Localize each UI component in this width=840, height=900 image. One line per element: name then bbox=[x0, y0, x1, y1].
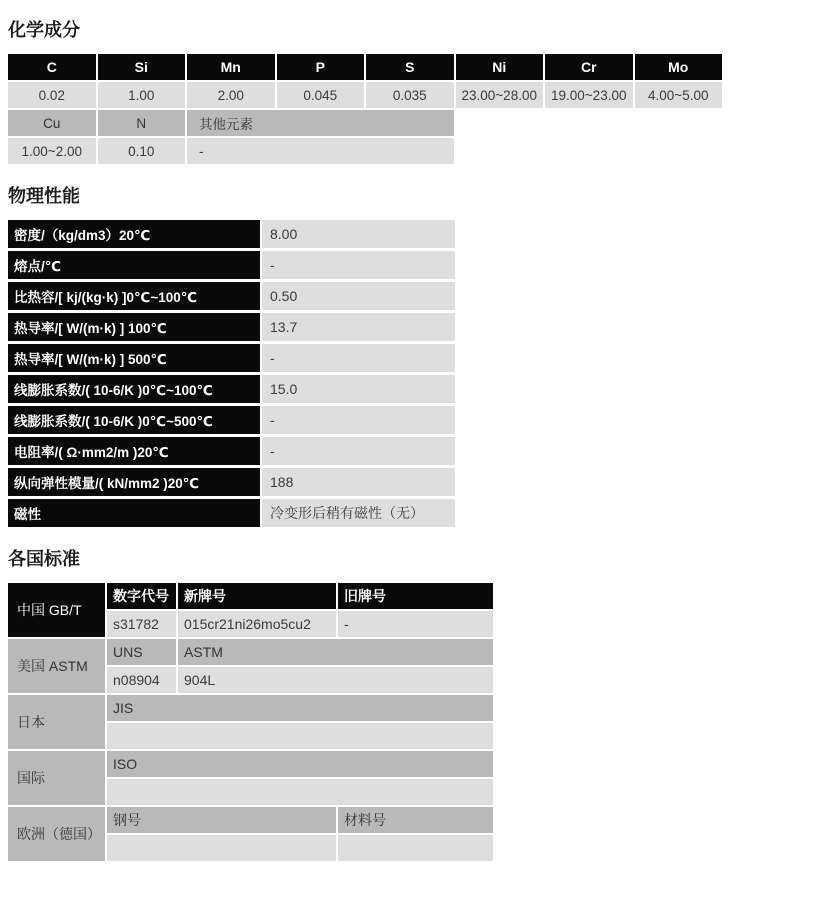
usa-uns-label: UNS bbox=[107, 639, 176, 665]
country-cell-china: 中国 GB/T bbox=[8, 583, 105, 637]
chem-value-c: 0.02 bbox=[8, 82, 96, 108]
property-value: 13.7 bbox=[262, 313, 455, 341]
property-label: 线膨胀系数/( 10-6/K )0℃~500℃ bbox=[8, 406, 260, 434]
chem-value-cu: 1.00~2.00 bbox=[8, 138, 96, 164]
property-label: 比热容/[ kj/(kg·k) ]0℃~100℃ bbox=[8, 282, 260, 310]
usa-uns-value: n08904 bbox=[107, 667, 176, 693]
std-header-old-grade: 旧牌号 bbox=[338, 583, 493, 609]
std-header-numeric-code: 数字代号 bbox=[107, 583, 176, 609]
intl-iso-value bbox=[107, 779, 493, 805]
physical-properties-table bbox=[8, 220, 840, 527]
property-row bbox=[8, 499, 840, 527]
standards-block-usa bbox=[8, 639, 493, 693]
section-title-standards: 各国标准 bbox=[8, 549, 80, 569]
property-row bbox=[8, 437, 840, 465]
chem-value-mn: 2.00 bbox=[187, 82, 275, 108]
standards-section bbox=[8, 549, 840, 861]
country-cell-japan: 日本 bbox=[8, 695, 105, 749]
usa-astm-label: ASTM bbox=[178, 639, 493, 665]
property-label: 密度/（kg/dm3）20℃ bbox=[8, 220, 260, 248]
property-value: 0.50 bbox=[262, 282, 455, 310]
property-label: 纵向弹性模量/( kN/mm2 )20℃ bbox=[8, 468, 260, 496]
chemical-composition-table bbox=[8, 54, 840, 164]
standards-block-international bbox=[8, 751, 493, 805]
property-row bbox=[8, 313, 840, 341]
property-value: 188 bbox=[262, 468, 455, 496]
std-header-new-grade: 新牌号 bbox=[178, 583, 336, 609]
chem-header-cell-s: S bbox=[366, 54, 454, 80]
physical-section bbox=[8, 186, 840, 527]
property-row bbox=[8, 375, 840, 403]
property-value: - bbox=[262, 344, 455, 372]
china-numeric-code: s31782 bbox=[107, 611, 176, 637]
chem-header-cell-p: P bbox=[277, 54, 365, 80]
property-value: 15.0 bbox=[262, 375, 455, 403]
europe-material-number-value bbox=[338, 835, 493, 861]
chem-header-cell-cu: Cu bbox=[8, 110, 96, 136]
europe-steel-number-label: 钢号 bbox=[107, 807, 336, 833]
chem-value-mo: 4.00~5.00 bbox=[635, 82, 723, 108]
china-new-grade: 015cr21ni26mo5cu2 bbox=[178, 611, 336, 637]
standards-block-europe bbox=[8, 807, 493, 861]
property-value: 冷变形后稍有磁性（无） bbox=[262, 499, 455, 527]
chem-header-cell-c: C bbox=[8, 54, 96, 80]
chem-value-other: - bbox=[187, 138, 454, 164]
chem-value-n: 0.10 bbox=[98, 138, 186, 164]
japan-jis-value bbox=[107, 723, 493, 749]
property-label: 熔点/℃ bbox=[8, 251, 260, 279]
chem-extra-header-row bbox=[8, 110, 840, 136]
country-cell-usa: 美国 ASTM bbox=[8, 639, 105, 693]
national-standards-table bbox=[8, 583, 840, 861]
chem-header-cell-cr: Cr bbox=[545, 54, 633, 80]
property-value: - bbox=[262, 437, 455, 465]
country-cell-international: 国际 bbox=[8, 751, 105, 805]
property-label: 热导率/[ W/(m·k) ] 100℃ bbox=[8, 313, 260, 341]
property-label: 热导率/[ W/(m·k) ] 500℃ bbox=[8, 344, 260, 372]
property-label: 线膨胀系数/( 10-6/K )0℃~100℃ bbox=[8, 375, 260, 403]
section-title-physical: 物理性能 bbox=[8, 186, 80, 206]
chemical-section bbox=[8, 20, 840, 164]
chem-extra-value-row bbox=[8, 138, 840, 164]
chem-header-cell-ni: Ni bbox=[456, 54, 544, 80]
japan-jis-label: JIS bbox=[107, 695, 493, 721]
property-row bbox=[8, 251, 840, 279]
property-value: 8.00 bbox=[262, 220, 455, 248]
chem-header-cell-si: Si bbox=[98, 54, 186, 80]
europe-steel-number-value bbox=[107, 835, 336, 861]
property-row bbox=[8, 344, 840, 372]
intl-iso-label: ISO bbox=[107, 751, 493, 777]
chem-value-cr: 19.00~23.00 bbox=[545, 82, 633, 108]
europe-material-number-label: 材料号 bbox=[338, 807, 493, 833]
chem-header-cell-mn: Mn bbox=[187, 54, 275, 80]
china-old-grade: - bbox=[338, 611, 493, 637]
chem-value-row bbox=[8, 82, 840, 108]
standards-block-japan bbox=[8, 695, 493, 749]
property-row bbox=[8, 220, 840, 248]
country-cell-europe: 欧洲（德国） bbox=[8, 807, 105, 861]
property-value: - bbox=[262, 406, 455, 434]
usa-astm-value: 904L bbox=[178, 667, 493, 693]
property-label: 磁性 bbox=[8, 499, 260, 527]
chem-header-cell-other: 其他元素 bbox=[187, 110, 454, 136]
property-label: 电阻率/( Ω·mm2/m )20℃ bbox=[8, 437, 260, 465]
section-title-chemical: 化学成分 bbox=[8, 20, 80, 40]
chem-value-s: 0.035 bbox=[366, 82, 454, 108]
chem-value-p: 0.045 bbox=[277, 82, 365, 108]
property-row bbox=[8, 468, 840, 496]
chem-header-cell-mo: Mo bbox=[635, 54, 723, 80]
chem-value-si: 1.00 bbox=[98, 82, 186, 108]
standards-block-china bbox=[8, 583, 493, 637]
chem-value-ni: 23.00~28.00 bbox=[456, 82, 544, 108]
chem-header-cell-n: N bbox=[98, 110, 186, 136]
chem-header-row bbox=[8, 54, 840, 80]
property-row bbox=[8, 406, 840, 434]
property-row bbox=[8, 282, 840, 310]
property-value: - bbox=[262, 251, 455, 279]
